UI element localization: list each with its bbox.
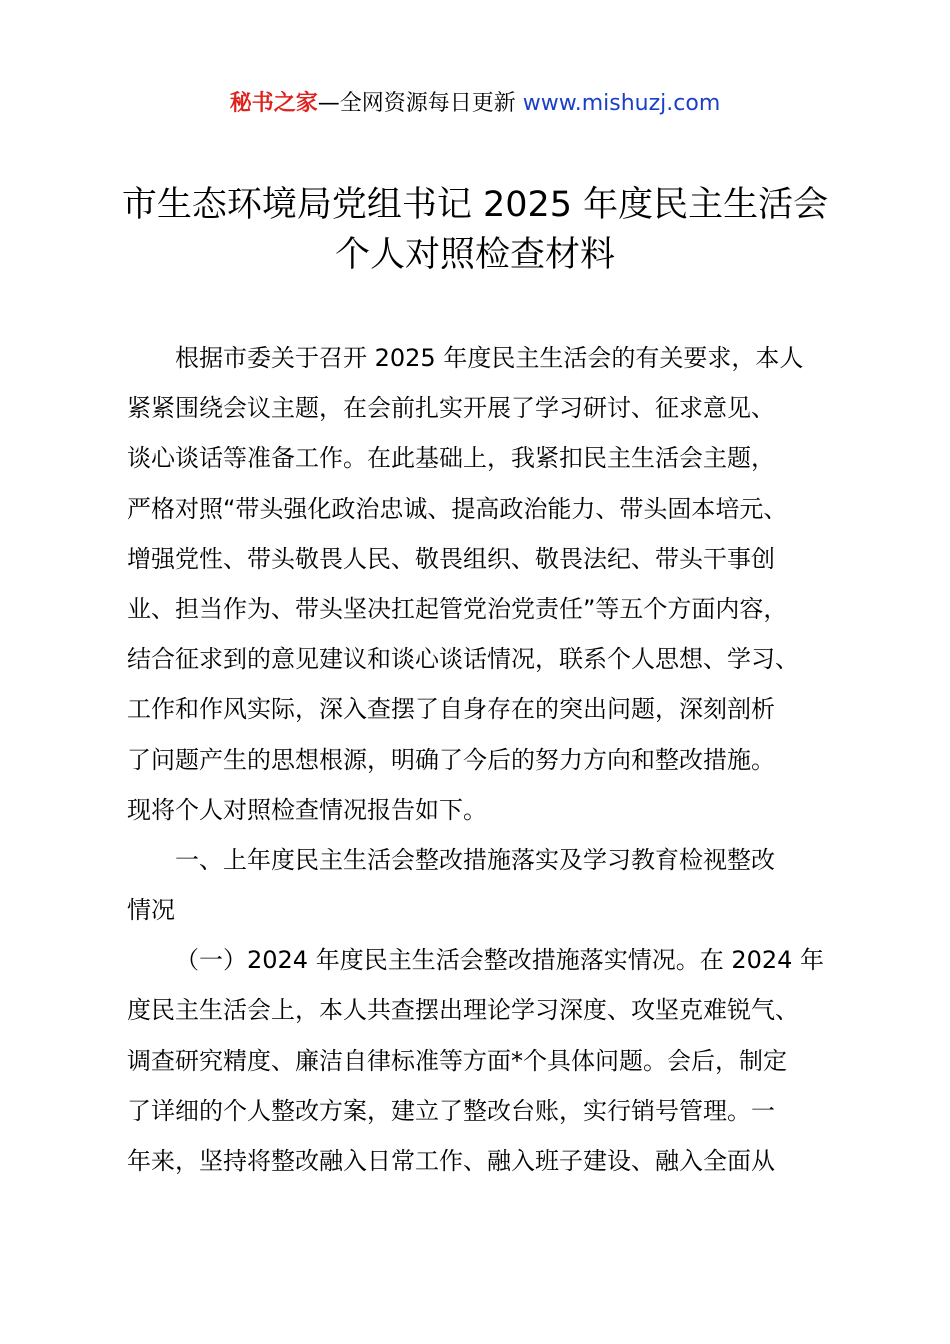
brand-name: 秘书之家 [229, 91, 318, 116]
site-url-link[interactable]: www.mishuzj.com [522, 91, 721, 116]
body-line: 业、担当作为、带头坚决扛起管党治党责任”等五个方面内容， [127, 594, 788, 623]
body-line: 度民主生活会上，本人共查摆出理论学习深度、攻坚克难锐气、 [127, 996, 799, 1025]
body-line: 调查研究精度、廉洁自律标准等方面*个具体问题。会后，制定 [127, 1046, 787, 1075]
body-line: 结合征求到的意见建议和谈心谈话情况，联系个人思想、学习、 [127, 645, 799, 674]
body-line: 严格对照“带头强化政治忠诚、提高政治能力、带头固本培元、 [127, 494, 788, 523]
body-line: 紧紧围绕会议主题，在会前扎实开展了学习研讨、征求意见、 [127, 394, 775, 423]
body-line: 了问题产生的思想根源，明确了今后的努力方向和整改措施。 [127, 745, 775, 774]
body-line: 现将个人对照检查情况报告如下。 [127, 795, 487, 824]
document-title [60, 180, 890, 280]
body-line: 了详细的个人整改方案，建立了整改台账，实行销号管理。一 [127, 1096, 775, 1125]
body-line: 根据市委关于召开 2025 年度民主生活会的有关要求，本人 [175, 344, 804, 372]
title-line-1: 市生态环境局党组书记 2025 年度民主生活会 [121, 185, 829, 225]
section-heading-line: 情况 [127, 896, 175, 925]
site-banner [0, 86, 950, 122]
document-body [127, 333, 859, 1186]
title-line-2: 个人对照检查材料 [334, 235, 615, 275]
body-line: （一）2024 年度民主生活会整改措施落实情况。在 2024 年 [175, 946, 825, 975]
section-heading-line: 一、上年度民主生活会整改措施落实及学习教育检视整改 [175, 845, 775, 874]
banner-slogan: —全网资源每日更新 [317, 91, 523, 116]
body-line: 谈心谈话等准备工作。在此基础上，我紧扣民主生活会主题， [127, 444, 775, 473]
body-line: 增强党性、带头敬畏人民、敬畏组织、敬畏法纪、带头干事创 [127, 544, 775, 573]
body-line: 年来，坚持将整改融入日常工作、融入班子建设、融入全面从 [127, 1147, 775, 1175]
body-line: 工作和作风实际，深入查摆了自身存在的突出问题，深刻剖析 [127, 695, 775, 724]
